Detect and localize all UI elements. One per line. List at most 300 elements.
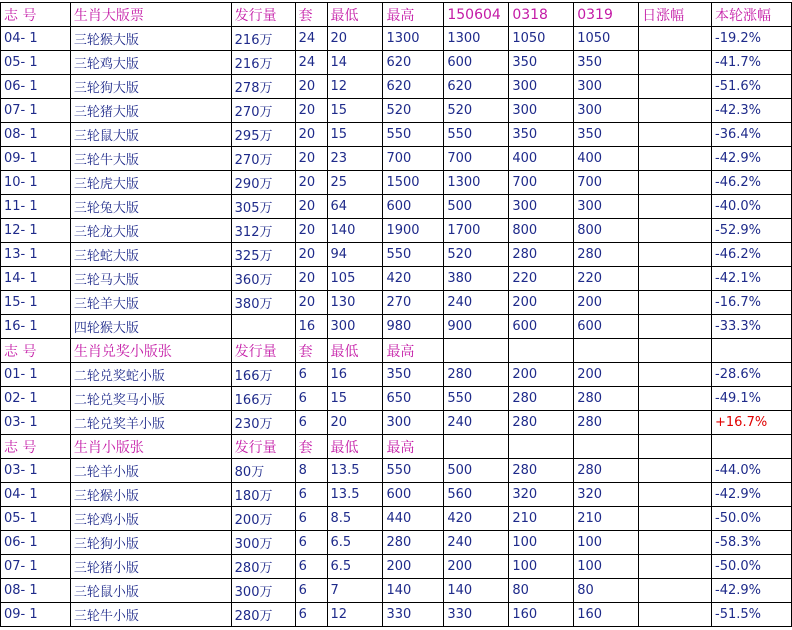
cell-min: 15: [327, 387, 383, 411]
cell-p0318: 400: [509, 147, 574, 171]
header-id: 志 号: [1, 339, 71, 363]
cell-day-change: [639, 579, 712, 603]
header-name: 生肖大版票: [70, 3, 231, 27]
cell-sets: 20: [295, 123, 327, 147]
cell-day-change: [639, 315, 712, 339]
cell-name: 三轮猴大版: [70, 27, 231, 51]
cell-name: 三轮虎大版: [70, 171, 231, 195]
header-p150604: [444, 339, 509, 363]
cell-day-change: [639, 51, 712, 75]
cell-round-change: -41.7%: [712, 51, 792, 75]
section-header-row: [1, 435, 792, 459]
cell-p0319: 200: [574, 291, 639, 315]
cell-max: 280: [383, 531, 444, 555]
cell-id: 03- 1: [1, 459, 71, 483]
cell-max: 550: [383, 123, 444, 147]
cell-name: 三轮鸡大版: [70, 51, 231, 75]
table-row: [1, 51, 792, 75]
cell-round-change: -42.9%: [712, 483, 792, 507]
table-row: [1, 363, 792, 387]
header-id: 志 号: [1, 3, 71, 27]
cell-p0319: 210: [574, 507, 639, 531]
cell-p0319: 200: [574, 363, 639, 387]
cell-max: 600: [383, 483, 444, 507]
cell-day-change: [639, 123, 712, 147]
header-issue: 发行量: [231, 339, 295, 363]
cell-issue: 80万: [231, 459, 295, 483]
cell-sets: 20: [295, 75, 327, 99]
cell-sets: 6: [295, 363, 327, 387]
cell-round-change: -42.9%: [712, 147, 792, 171]
cell-day-change: [639, 459, 712, 483]
cell-max: 650: [383, 387, 444, 411]
cell-round-change: -51.6%: [712, 75, 792, 99]
cell-sets: 24: [295, 51, 327, 75]
cell-sets: 6: [295, 411, 327, 435]
cell-min: 16: [327, 363, 383, 387]
cell-issue: 216万: [231, 27, 295, 51]
cell-id: 05- 1: [1, 507, 71, 531]
cell-name: 三轮牛小版: [70, 603, 231, 627]
cell-id: 09- 1: [1, 603, 71, 627]
cell-p0319: 350: [574, 123, 639, 147]
cell-p150604: 140: [444, 579, 509, 603]
header-sets: 套: [295, 3, 327, 27]
cell-id: 04- 1: [1, 27, 71, 51]
table-row: [1, 195, 792, 219]
table-row: [1, 579, 792, 603]
cell-name: 三轮猴小版: [70, 483, 231, 507]
cell-day-change: [639, 555, 712, 579]
cell-p0318: 350: [509, 123, 574, 147]
cell-round-change: -50.0%: [712, 507, 792, 531]
cell-id: 04- 1: [1, 483, 71, 507]
cell-p0319: 350: [574, 51, 639, 75]
cell-max: 420: [383, 267, 444, 291]
cell-p150604: 1700: [444, 219, 509, 243]
header-issue: 发行量: [231, 435, 295, 459]
cell-id: 06- 1: [1, 531, 71, 555]
header-min: 最低: [327, 435, 383, 459]
cell-sets: 6: [295, 531, 327, 555]
cell-p0319: 600: [574, 315, 639, 339]
cell-p0319: 280: [574, 243, 639, 267]
cell-day-change: [639, 27, 712, 51]
header-p0319: 0319: [574, 3, 639, 27]
cell-max: 270: [383, 291, 444, 315]
cell-id: 08- 1: [1, 123, 71, 147]
table-row: [1, 27, 792, 51]
cell-p0318: 320: [509, 483, 574, 507]
cell-name: 二轮羊小版: [70, 459, 231, 483]
cell-id: 14- 1: [1, 267, 71, 291]
cell-p0319: 1050: [574, 27, 639, 51]
cell-min: 105: [327, 267, 383, 291]
cell-day-change: [639, 291, 712, 315]
cell-p150604: 900: [444, 315, 509, 339]
cell-p0318: 280: [509, 459, 574, 483]
cell-sets: 16: [295, 315, 327, 339]
cell-day-change: [639, 75, 712, 99]
cell-id: 03- 1: [1, 411, 71, 435]
cell-sets: 6: [295, 507, 327, 531]
cell-issue: 325万: [231, 243, 295, 267]
cell-issue: 300万: [231, 579, 295, 603]
cell-p150604: 550: [444, 123, 509, 147]
cell-round-change: -40.0%: [712, 195, 792, 219]
cell-issue: 305万: [231, 195, 295, 219]
cell-sets: 6: [295, 579, 327, 603]
cell-round-change: -50.0%: [712, 555, 792, 579]
header-sets: 套: [295, 339, 327, 363]
cell-p0318: 700: [509, 171, 574, 195]
cell-sets: 20: [295, 195, 327, 219]
cell-issue: [231, 315, 295, 339]
cell-issue: 270万: [231, 147, 295, 171]
cell-name: 三轮鼠小版: [70, 579, 231, 603]
cell-id: 09- 1: [1, 147, 71, 171]
cell-min: 23: [327, 147, 383, 171]
cell-sets: 20: [295, 99, 327, 123]
cell-max: 550: [383, 459, 444, 483]
header-name: 生肖兑奖小版张: [70, 339, 231, 363]
cell-max: 350: [383, 363, 444, 387]
cell-issue: 312万: [231, 219, 295, 243]
cell-day-change: [639, 267, 712, 291]
cell-min: 94: [327, 243, 383, 267]
cell-max: 600: [383, 195, 444, 219]
cell-p150604: 420: [444, 507, 509, 531]
cell-p0318: 800: [509, 219, 574, 243]
cell-id: 08- 1: [1, 579, 71, 603]
cell-min: 15: [327, 99, 383, 123]
header-round-change: [712, 339, 792, 363]
cell-day-change: [639, 387, 712, 411]
cell-name: 三轮鼠大版: [70, 123, 231, 147]
cell-issue: 270万: [231, 99, 295, 123]
cell-issue: 280万: [231, 603, 295, 627]
cell-name: 四轮猴大版: [70, 315, 231, 339]
cell-p0319: 300: [574, 99, 639, 123]
table-row: [1, 243, 792, 267]
table-row: [1, 483, 792, 507]
cell-day-change: [639, 147, 712, 171]
table-row: [1, 123, 792, 147]
cell-p150604: 280: [444, 363, 509, 387]
cell-day-change: [639, 243, 712, 267]
cell-min: 64: [327, 195, 383, 219]
header-id: 志 号: [1, 435, 71, 459]
cell-max: 440: [383, 507, 444, 531]
cell-max: 620: [383, 75, 444, 99]
cell-sets: 6: [295, 555, 327, 579]
header-max: 最高: [383, 435, 444, 459]
cell-p0319: 300: [574, 75, 639, 99]
cell-p0318: 350: [509, 51, 574, 75]
cell-name: 二轮兑奖马小版: [70, 387, 231, 411]
cell-p0319: 280: [574, 387, 639, 411]
table-row: [1, 507, 792, 531]
cell-min: 12: [327, 603, 383, 627]
header-issue: 发行量: [231, 3, 295, 27]
header-p0319: [574, 435, 639, 459]
cell-sets: 20: [295, 219, 327, 243]
cell-name: 三轮龙大版: [70, 219, 231, 243]
cell-p0319: 400: [574, 147, 639, 171]
cell-p150604: 700: [444, 147, 509, 171]
cell-p0318: 300: [509, 99, 574, 123]
cell-issue: 295万: [231, 123, 295, 147]
cell-min: 8.5: [327, 507, 383, 531]
cell-max: 700: [383, 147, 444, 171]
cell-round-change: -51.5%: [712, 603, 792, 627]
cell-min: 6.5: [327, 555, 383, 579]
cell-issue: 280万: [231, 555, 295, 579]
cell-sets: 20: [295, 243, 327, 267]
cell-issue: 166万: [231, 387, 295, 411]
cell-max: 300: [383, 411, 444, 435]
header-p0318: 0318: [509, 3, 574, 27]
cell-round-change: -19.2%: [712, 27, 792, 51]
header-day-change: 日涨幅: [639, 3, 712, 27]
cell-p0319: 100: [574, 531, 639, 555]
cell-p0318: 1050: [509, 27, 574, 51]
cell-sets: 8: [295, 459, 327, 483]
cell-p150604: 520: [444, 243, 509, 267]
cell-sets: 24: [295, 27, 327, 51]
cell-id: 07- 1: [1, 99, 71, 123]
cell-p0319: 320: [574, 483, 639, 507]
cell-p150604: 520: [444, 99, 509, 123]
table-row: [1, 411, 792, 435]
cell-p150604: 380: [444, 267, 509, 291]
cell-round-change: -42.3%: [712, 99, 792, 123]
cell-day-change: [639, 99, 712, 123]
cell-p0318: 280: [509, 387, 574, 411]
cell-p150604: 240: [444, 411, 509, 435]
header-p150604: 150604: [444, 3, 509, 27]
cell-issue: 380万: [231, 291, 295, 315]
cell-id: 12- 1: [1, 219, 71, 243]
cell-name: 三轮羊大版: [70, 291, 231, 315]
cell-round-change: -36.4%: [712, 123, 792, 147]
cell-day-change: [639, 219, 712, 243]
cell-issue: 278万: [231, 75, 295, 99]
cell-id: 01- 1: [1, 363, 71, 387]
cell-day-change: [639, 195, 712, 219]
header-p150604: [444, 435, 509, 459]
cell-p150604: 240: [444, 531, 509, 555]
cell-p0318: 210: [509, 507, 574, 531]
cell-issue: 300万: [231, 531, 295, 555]
cell-min: 15: [327, 123, 383, 147]
cell-p0318: 280: [509, 411, 574, 435]
table-row: [1, 459, 792, 483]
cell-max: 1300: [383, 27, 444, 51]
cell-round-change: -16.7%: [712, 291, 792, 315]
section-header-row: [1, 339, 792, 363]
cell-min: 130: [327, 291, 383, 315]
cell-issue: 166万: [231, 363, 295, 387]
cell-id: 10- 1: [1, 171, 71, 195]
cell-name: 三轮狗大版: [70, 75, 231, 99]
cell-p0318: 300: [509, 195, 574, 219]
table-body: [1, 3, 792, 627]
cell-p0318: 600: [509, 315, 574, 339]
cell-p0319: 100: [574, 555, 639, 579]
header-max: 最高: [383, 339, 444, 363]
cell-min: 140: [327, 219, 383, 243]
cell-day-change: [639, 411, 712, 435]
table-row: [1, 171, 792, 195]
header-max: 最高: [383, 3, 444, 27]
table-row: [1, 219, 792, 243]
cell-day-change: [639, 507, 712, 531]
cell-id: 06- 1: [1, 75, 71, 99]
table-row: [1, 147, 792, 171]
cell-name: 三轮蛇大版: [70, 243, 231, 267]
cell-sets: 20: [295, 291, 327, 315]
cell-day-change: [639, 603, 712, 627]
cell-round-change: +16.7%: [712, 411, 792, 435]
cell-sets: 6: [295, 387, 327, 411]
table-row: [1, 267, 792, 291]
cell-id: 02- 1: [1, 387, 71, 411]
cell-p0319: 220: [574, 267, 639, 291]
cell-p150604: 240: [444, 291, 509, 315]
cell-min: 13.5: [327, 483, 383, 507]
stamp-price-table: [0, 2, 792, 627]
header-round-change: [712, 435, 792, 459]
cell-p0319: 280: [574, 411, 639, 435]
cell-max: 980: [383, 315, 444, 339]
cell-round-change: -49.1%: [712, 387, 792, 411]
cell-min: 7: [327, 579, 383, 603]
cell-p150604: 330: [444, 603, 509, 627]
cell-p0319: 800: [574, 219, 639, 243]
cell-sets: 20: [295, 171, 327, 195]
table-row: [1, 531, 792, 555]
cell-min: 20: [327, 27, 383, 51]
table-row: [1, 75, 792, 99]
cell-issue: 230万: [231, 411, 295, 435]
cell-p150604: 1300: [444, 171, 509, 195]
cell-round-change: -52.9%: [712, 219, 792, 243]
table-row: [1, 603, 792, 627]
header-min: 最低: [327, 3, 383, 27]
header-sets: 套: [295, 435, 327, 459]
cell-id: 15- 1: [1, 291, 71, 315]
cell-p150604: 550: [444, 387, 509, 411]
cell-max: 520: [383, 99, 444, 123]
header-p0319: [574, 339, 639, 363]
cell-p0318: 200: [509, 363, 574, 387]
cell-name: 二轮兑奖蛇小版: [70, 363, 231, 387]
cell-p0318: 200: [509, 291, 574, 315]
cell-day-change: [639, 171, 712, 195]
cell-id: 07- 1: [1, 555, 71, 579]
cell-sets: 6: [295, 603, 327, 627]
cell-round-change: -42.1%: [712, 267, 792, 291]
header-round-change: 本轮涨幅: [712, 3, 792, 27]
table-row: [1, 291, 792, 315]
cell-p150604: 600: [444, 51, 509, 75]
cell-p0318: 280: [509, 243, 574, 267]
cell-round-change: -58.3%: [712, 531, 792, 555]
cell-p0318: 220: [509, 267, 574, 291]
cell-p0318: 100: [509, 531, 574, 555]
cell-round-change: -33.3%: [712, 315, 792, 339]
cell-p150604: 200: [444, 555, 509, 579]
cell-min: 12: [327, 75, 383, 99]
cell-name: 三轮马大版: [70, 267, 231, 291]
cell-round-change: -46.2%: [712, 243, 792, 267]
header-p0318: [509, 339, 574, 363]
cell-max: 1500: [383, 171, 444, 195]
cell-max: 620: [383, 51, 444, 75]
cell-p0319: 300: [574, 195, 639, 219]
cell-min: 6.5: [327, 531, 383, 555]
cell-max: 330: [383, 603, 444, 627]
header-min: 最低: [327, 339, 383, 363]
cell-p150604: 1300: [444, 27, 509, 51]
cell-max: 1900: [383, 219, 444, 243]
table-row: [1, 315, 792, 339]
cell-name: 三轮鸡小版: [70, 507, 231, 531]
cell-min: 13.5: [327, 459, 383, 483]
cell-p0318: 300: [509, 75, 574, 99]
cell-max: 550: [383, 243, 444, 267]
cell-min: 20: [327, 411, 383, 435]
cell-p0319: 160: [574, 603, 639, 627]
header-name: 生肖小版张: [70, 435, 231, 459]
cell-p0319: 80: [574, 579, 639, 603]
header-day-change: [639, 339, 712, 363]
cell-sets: 20: [295, 147, 327, 171]
cell-name: 三轮狗小版: [70, 531, 231, 555]
section-header-row: [1, 3, 792, 27]
cell-day-change: [639, 483, 712, 507]
cell-round-change: -42.9%: [712, 579, 792, 603]
cell-name: 二轮兑奖羊小版: [70, 411, 231, 435]
cell-p150604: 500: [444, 195, 509, 219]
cell-issue: 200万: [231, 507, 295, 531]
cell-name: 三轮牛大版: [70, 147, 231, 171]
cell-p0318: 100: [509, 555, 574, 579]
cell-issue: 360万: [231, 267, 295, 291]
cell-p150604: 560: [444, 483, 509, 507]
cell-min: 25: [327, 171, 383, 195]
cell-name: 三轮猪小版: [70, 555, 231, 579]
cell-issue: 180万: [231, 483, 295, 507]
cell-p0318: 80: [509, 579, 574, 603]
table-row: [1, 99, 792, 123]
cell-id: 16- 1: [1, 315, 71, 339]
cell-id: 05- 1: [1, 51, 71, 75]
cell-min: 14: [327, 51, 383, 75]
cell-day-change: [639, 531, 712, 555]
cell-p150604: 620: [444, 75, 509, 99]
cell-max: 140: [383, 579, 444, 603]
table-row: [1, 387, 792, 411]
cell-round-change: -28.6%: [712, 363, 792, 387]
header-p0318: [509, 435, 574, 459]
cell-name: 三轮兔大版: [70, 195, 231, 219]
cell-p0318: 160: [509, 603, 574, 627]
cell-issue: 216万: [231, 51, 295, 75]
cell-day-change: [639, 363, 712, 387]
cell-issue: 290万: [231, 171, 295, 195]
